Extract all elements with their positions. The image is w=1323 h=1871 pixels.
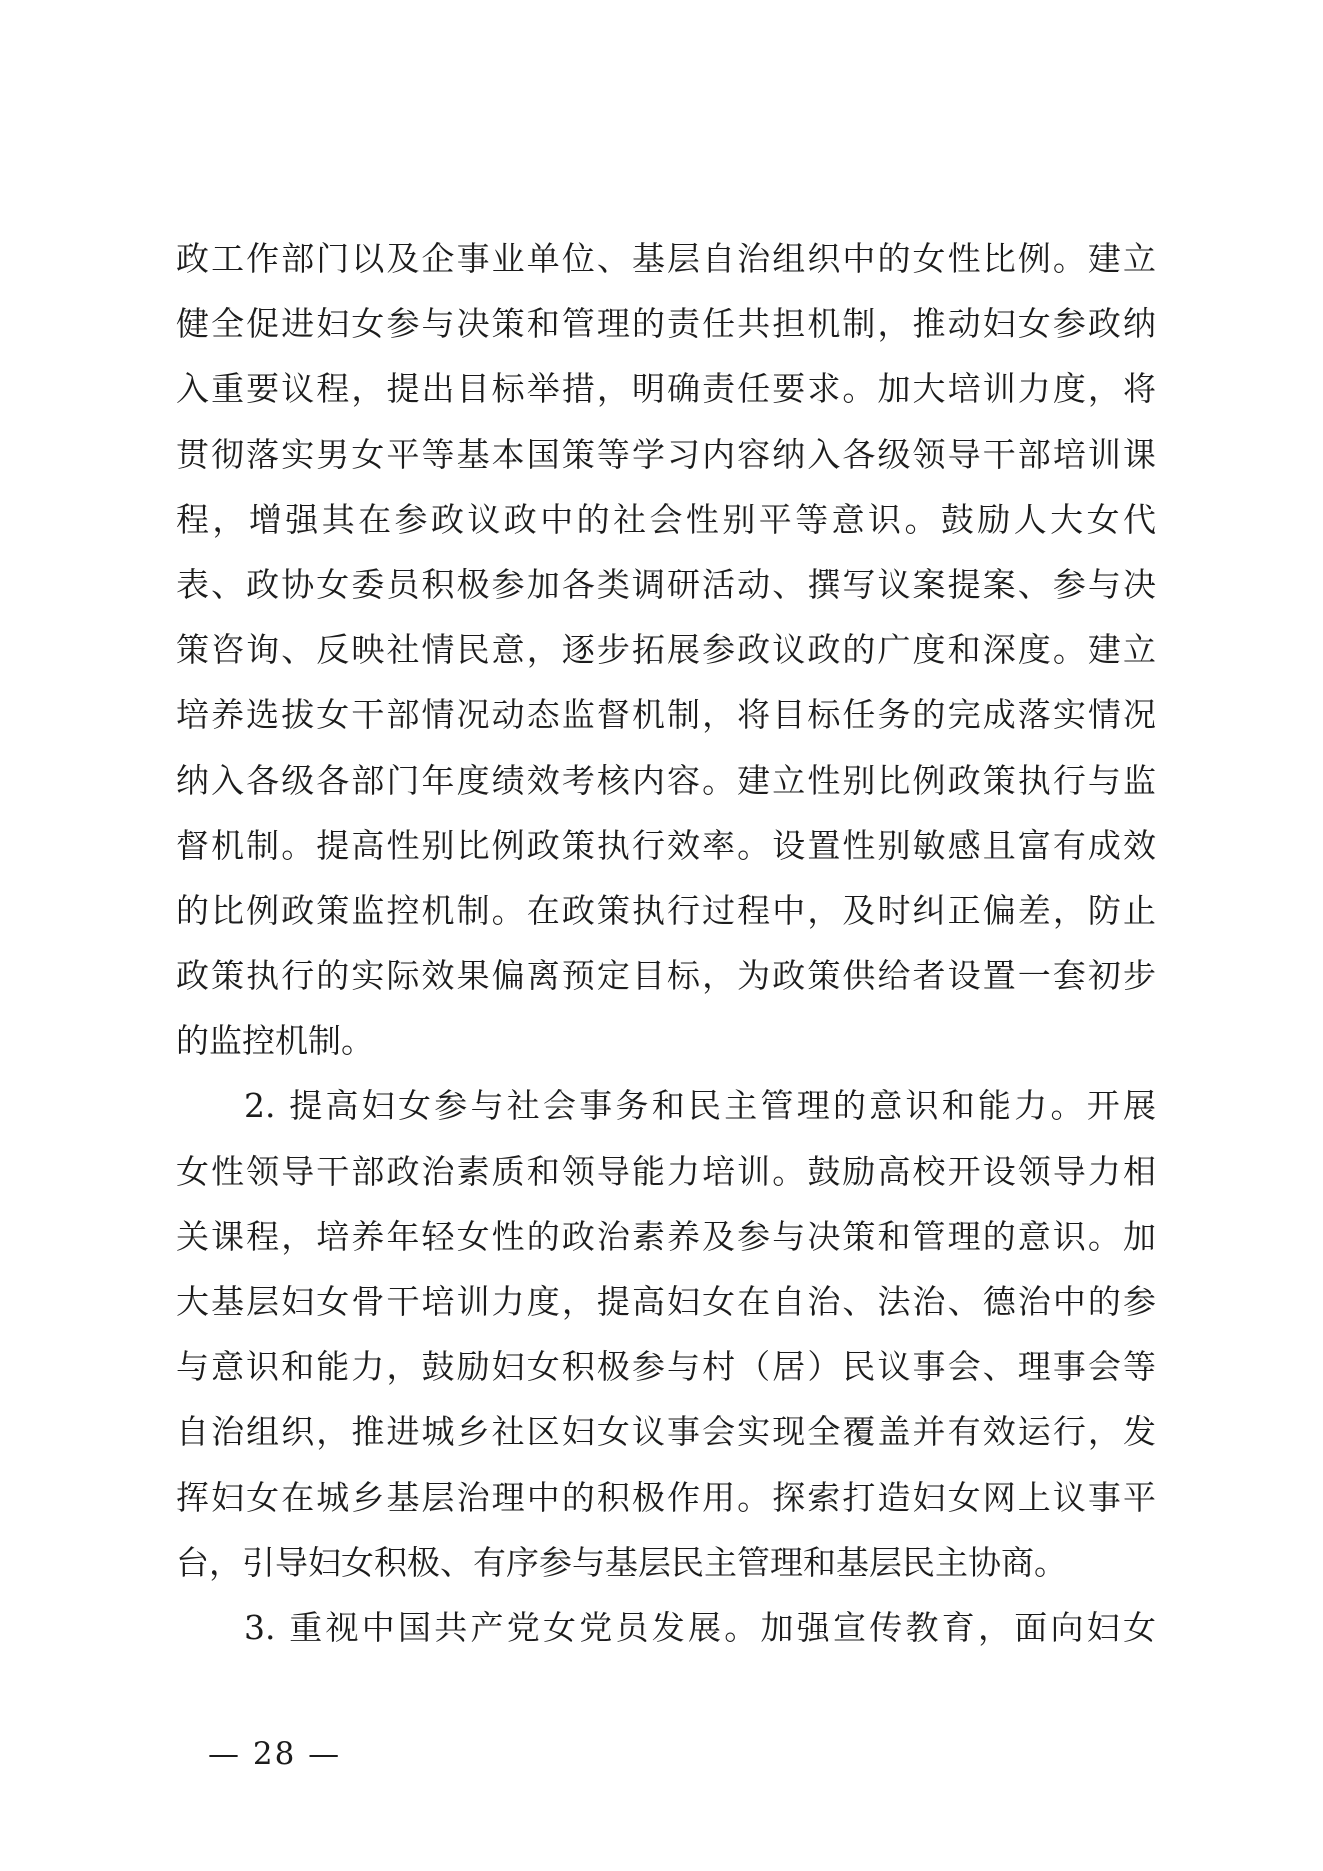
text-line-paragraph-start: 2. 提高妇女参与社会事务和民主管理的意识和能力。开展 — [244, 1086, 1156, 1126]
page-number: — 28 — — [208, 1736, 342, 1772]
text-line: 健全促进妇女参与决策和管理的责任共担机制，推动妇女参政纳 — [176, 304, 1156, 344]
text-line: 督机制。提高性别比例政策执行效率。设置性别敏感且富有成效 — [176, 825, 1156, 865]
text-line: 策咨询、反映社情民意，逐步拓展参政议政的广度和深度。建立 — [176, 630, 1156, 670]
text-line: 程，增强其在参政议政中的社会性别平等意识。鼓励人大女代 — [176, 499, 1156, 539]
body-text — [176, 226, 1156, 1660]
text-line: 政工作部门以及企事业单位、基层自治组织中的女性比例。建立 — [176, 239, 1156, 278]
text-line: 贯彻落实男女平等基本国策等学习内容纳入各级领导干部培训课 — [176, 434, 1156, 474]
text-line: 入重要议程，提出目标举措，明确责任要求。加大培训力度，将 — [176, 369, 1156, 409]
text-line: 与意识和能力，鼓励妇女积极参与村（居）民议事会、理事会等 — [176, 1347, 1156, 1387]
text-line: 的监控机制。 — [176, 1021, 374, 1061]
text-line-paragraph-start: 3. 重视中国共产党女党员发展。加强宣传教育，面向妇女 — [244, 1607, 1156, 1647]
text-line: 台，引导妇女积极、有序参与基层民主管理和基层民主协商。 — [176, 1542, 1067, 1582]
text-line: 表、政协女委员积极参加各类调研活动、撰写议案提案、参与决 — [176, 564, 1156, 604]
text-line: 大基层妇女骨干培训力度，提高妇女在自治、法治、德治中的参 — [176, 1282, 1156, 1321]
text-line: 挥妇女在城乡基层治理中的积极作用。探索打造妇女网上议事平 — [176, 1477, 1156, 1517]
text-line: 女性领导干部政治素质和领导能力培训。鼓励高校开设领导力相 — [176, 1151, 1156, 1191]
text-line: 政策执行的实际效果偏离预定目标，为政策供给者设置一套初步 — [176, 956, 1156, 996]
text-line: 的比例政策监控机制。在政策执行过程中，及时纠正偏差，防止 — [176, 890, 1156, 930]
text-line: 培养选拔女干部情况动态监督机制，将目标任务的完成落实情况 — [176, 695, 1156, 735]
text-line: 关课程，培养年轻女性的政治素养及参与决策和管理的意识。加 — [176, 1216, 1156, 1256]
text-line: 自治组织，推进城乡社区妇女议事会实现全覆盖并有效运行，发 — [176, 1412, 1156, 1452]
text-line: 纳入各级各部门年度绩效考核内容。建立性别比例政策执行与监 — [176, 760, 1156, 800]
